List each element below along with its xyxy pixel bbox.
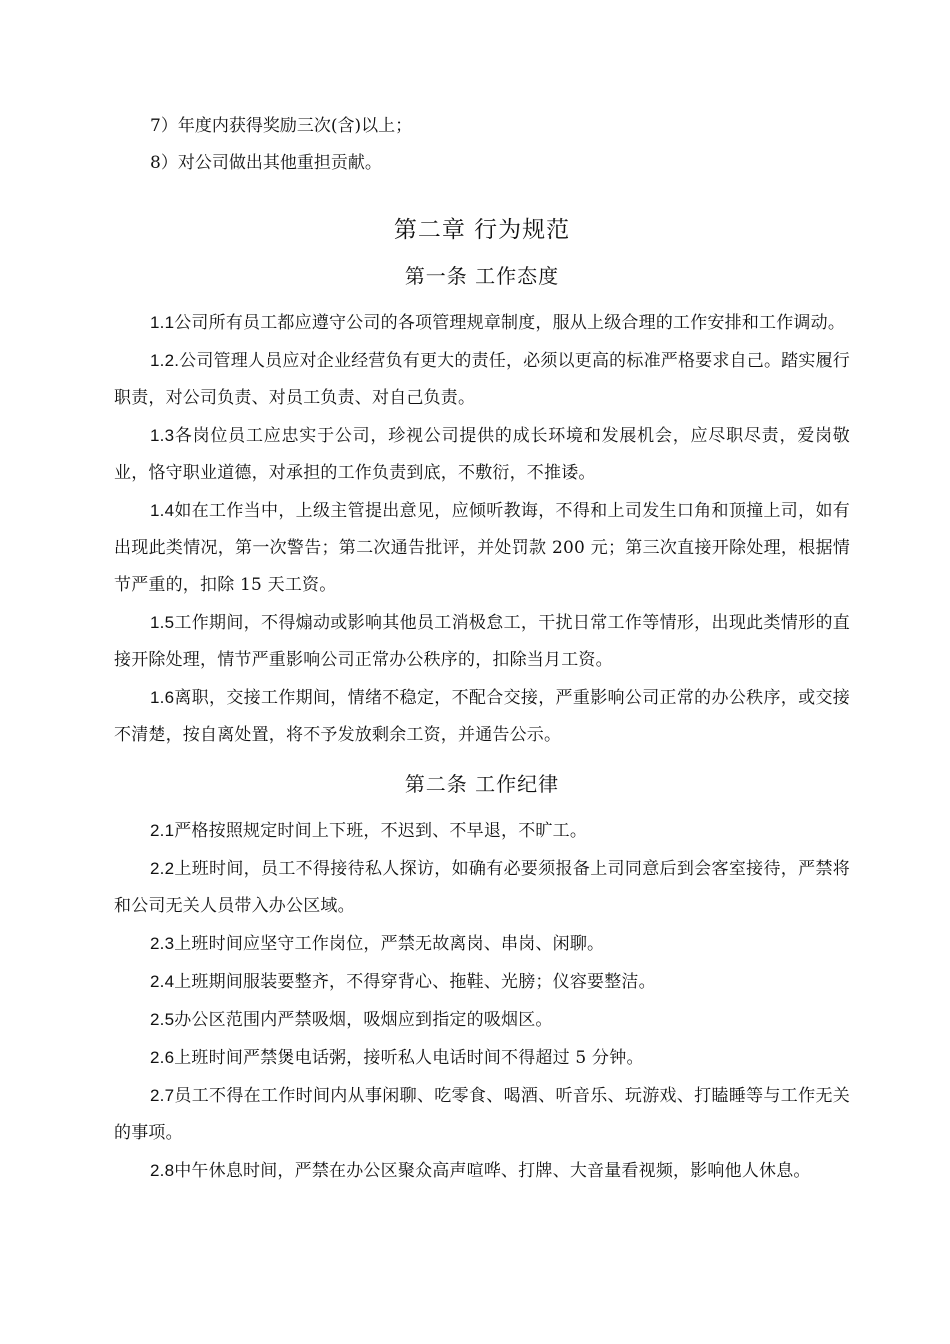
list-item-7: 7）年度内获得奖励三次(含)以上； — [150, 116, 413, 136]
clause-number: 2.8 — [150, 1161, 175, 1180]
clause-text: 公司所有员工都应遵守公司的各项管理规章制度，服从上级合理的工作安排和工作调动。 — [174, 313, 846, 333]
document-page — [114, 108, 850, 1190]
clause-number: 2.1 — [150, 821, 175, 840]
chapter-title: 第二章 行为规范 — [393, 217, 571, 243]
clause-number: 1.3 — [150, 426, 175, 445]
paragraph-2-7 — [114, 1077, 850, 1152]
clause-number: 1.1 — [150, 313, 175, 332]
clause-number: 1.4 — [150, 501, 175, 520]
clause-text: 各岗位员工应忠实于公司，珍视公司提供的成长环境和发展机会，应尽职尽责，爱岗敬业，恪守职业道德，对承担的工作负责到底，不敷衍，不推诿。 — [114, 426, 850, 483]
clause-text: 工作期间，不得煽动或影响其他员工消极怠工，干扰日常工作等情形，出现此类情形的直接开除处理，情节严重影响公司正常办公秩序的，扣除当月工资。 — [114, 613, 850, 670]
clause-number: 2.4 — [150, 972, 175, 991]
clause-number: 1.2. — [150, 351, 180, 370]
clause-text: 上班时间应坚守工作岗位，严禁无故离岗、串岗、闲聊。 — [174, 934, 605, 954]
paragraph-1-1 — [114, 304, 850, 342]
paragraph-2-4 — [114, 963, 850, 1001]
clause-text: 中午休息时间，严禁在办公区聚众高声喧哗、打牌、大音量看视频，影响他人休息。 — [174, 1161, 811, 1181]
clause-number: 2.3 — [150, 934, 175, 953]
clause-text: 办公区范围内严禁吸烟，吸烟应到指定的吸烟区。 — [174, 1010, 553, 1030]
clause-text: 上班时间严禁煲电话粥，接听私人电话时间不得超过 5 分钟。 — [174, 1048, 644, 1068]
clause-text: 如在工作当中，上级主管提出意见，应倾听教诲，不得和上司发生口角和顶撞上司，如有出现此类情况，第一次警告；第二次通告批评，并处罚款 200 元；第三次直接开除处理，根据情节严重的，扣除 15 天工资。 — [114, 501, 850, 595]
list-item-8: 8）对公司做出其他重担贡献。 — [150, 153, 382, 173]
paragraph-1-3 — [114, 417, 850, 492]
clause-text: 公司管理人员应对企业经营负有更大的责任，必须以更高的标准严格要求自己。踏实履行职责，对公司负责、对员工负责、对自己负责。 — [114, 351, 850, 408]
paragraph-1-2 — [114, 342, 850, 417]
paragraph-1-4 — [114, 492, 850, 604]
paragraph-2-5 — [114, 1001, 850, 1039]
paragraph-2-6 — [114, 1039, 850, 1077]
clause-text: 严格按照规定时间上下班，不迟到、不早退，不旷工。 — [174, 821, 588, 841]
clause-number: 2.2 — [150, 859, 175, 878]
clause-number: 2.7 — [150, 1086, 175, 1105]
clause-text: 员工不得在工作时间内从事闲聊、吃零食、喝酒、听音乐、玩游戏、打瞌睡等与工作无关的事项。 — [114, 1086, 850, 1143]
clause-text: 离职，交接工作期间，情绪不稳定，不配合交接，严重影响公司正常的办公秩序，或交接不清楚，按自离处置，将不予发放剩余工资，并通告公示。 — [114, 688, 850, 745]
paragraph-1-6 — [114, 679, 850, 754]
paragraph-2-1 — [114, 812, 850, 850]
paragraph-2-2 — [114, 850, 850, 925]
section-title-work-discipline: 第二条 工作纪律 — [404, 772, 560, 796]
clause-number: 1.6 — [150, 688, 175, 707]
clause-number: 2.6 — [150, 1048, 175, 1067]
clause-number: 2.5 — [150, 1010, 175, 1029]
section-title-work-attitude: 第一条 工作态度 — [404, 264, 560, 288]
paragraph-1-5 — [114, 604, 850, 679]
clause-text: 上班时间，员工不得接待私人探访，如确有必要须报备上司同意后到会客室接待，严禁将和公司无关人员带入办公区域。 — [114, 859, 850, 916]
paragraph-2-3 — [114, 925, 850, 963]
clause-number: 1.5 — [150, 613, 175, 632]
paragraph-2-8 — [114, 1152, 850, 1190]
clause-text: 上班期间服装要整齐，不得穿背心、拖鞋、光膀；仪容要整洁。 — [174, 972, 656, 992]
